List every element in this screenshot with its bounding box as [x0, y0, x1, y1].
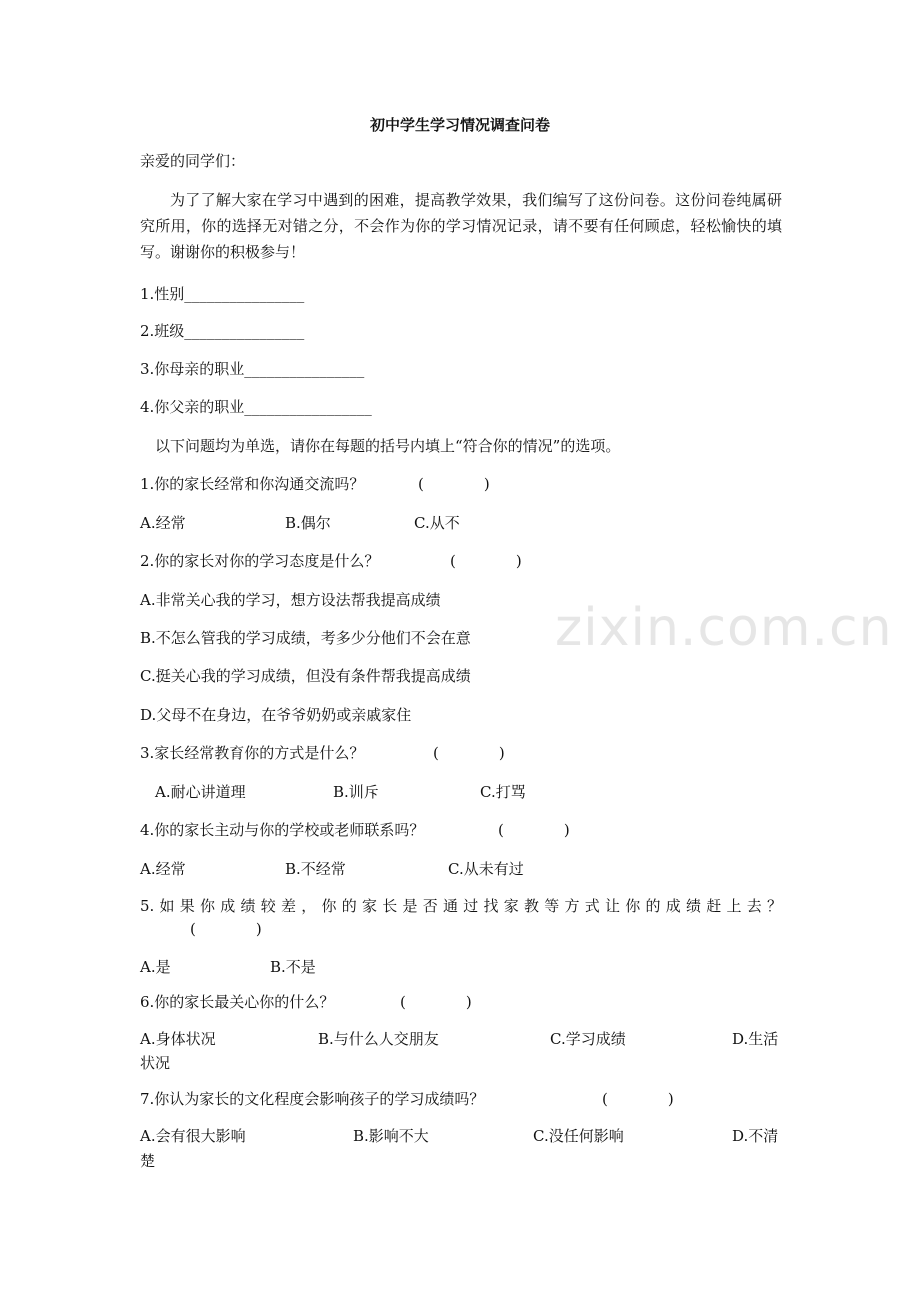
option-7c: C.没任何影响	[533, 1127, 624, 1145]
answer-bracket-3: ( )	[433, 744, 505, 762]
option-4c: C.从未有过	[448, 860, 524, 878]
option-1a: A.经常	[140, 514, 186, 532]
answer-bracket-4: ( )	[498, 821, 570, 839]
option-2b: B.不怎么管我的学习成绩，考多少分他们不会在意	[140, 629, 471, 647]
watermark: zixin.com.cn	[555, 598, 893, 658]
page-title: 初中学生学习情况调查问卷	[369, 116, 550, 134]
greeting: 亲爱的同学们：	[140, 152, 246, 170]
question-4: 4.你的家长主动与你的学校或老师联系吗？	[140, 821, 425, 839]
option-2c: C.挺关心我的学习成绩，但没有条件帮我提高成绩	[140, 667, 471, 685]
answer-bracket-5: ( )	[190, 920, 262, 938]
option-3b: B.训斥	[333, 783, 379, 801]
question-7: 7.你认为家长的文化程度会影响孩子的学习成绩吗？	[140, 1090, 485, 1108]
option-5a: A.是	[140, 958, 171, 976]
option-1c: C.从不	[414, 514, 460, 532]
option-7d: D.不清	[732, 1127, 779, 1145]
instruction: 以下问题均为单选，请你在每题的括号内填上“符合你的情况”的选项。	[155, 437, 621, 455]
field-mother-occupation: 3.你母亲的职业________________	[140, 360, 365, 378]
option-3c: C.打骂	[480, 783, 526, 801]
option-2d: D.父母不在身边，在爷爷奶奶或亲戚家住	[140, 706, 412, 724]
option-6a: A.身体状况	[140, 1030, 216, 1048]
question-3: 3.家长经常教育你的方式是什么？	[140, 744, 365, 762]
option-2a: A.非常关心我的学习，想方设法帮我提高成绩	[140, 591, 441, 609]
option-6c: C.学习成绩	[550, 1030, 626, 1048]
field-gender: 1.性别________________	[140, 285, 305, 303]
option-7a: A.会有很大影响	[140, 1127, 246, 1145]
answer-bracket-7: ( )	[602, 1090, 674, 1108]
field-father-occupation: 4.你父亲的职业_________________	[140, 398, 372, 416]
option-6d-wrap: 状况	[140, 1054, 171, 1072]
option-1b: B.偶尔	[285, 514, 331, 532]
field-class: 2.班级________________	[140, 322, 305, 340]
question-1: 1.你的家长经常和你沟通交流吗？	[140, 475, 365, 493]
question-5: 5.如果你成绩较差，你的家长是否通过找家教等方式让你的成绩赶上去？	[140, 897, 782, 915]
intro-paragraph: 为了了解大家在学习中遇到的困难，提高教学效果，我们编写了这份问卷。这份问卷纯属研究所用，你的选择无对错之分，不会作为你的学习情况记录，请不要有任何顾虑，轻松愉快的填写。谢谢你的积极参与！	[140, 191, 782, 261]
question-6: 6.你的家长最关心你的什么？	[140, 993, 335, 1011]
option-6b: B.与什么人交朋友	[318, 1030, 439, 1048]
option-7b: B.影响不大	[353, 1127, 429, 1145]
question-2: 2.你的家长对你的学习态度是什么？	[140, 552, 380, 570]
option-4b: B.不经常	[285, 860, 346, 878]
answer-bracket-6: ( )	[400, 993, 472, 1011]
option-7d-wrap: 楚	[140, 1152, 156, 1170]
answer-bracket-2: ( )	[450, 552, 522, 570]
answer-bracket-1: ( )	[418, 475, 490, 493]
option-4a: A.经常	[140, 860, 186, 878]
option-3a: A.耐心讲道理	[155, 783, 246, 801]
option-6d: D.生活	[732, 1030, 779, 1048]
option-5b: B.不是	[270, 958, 316, 976]
